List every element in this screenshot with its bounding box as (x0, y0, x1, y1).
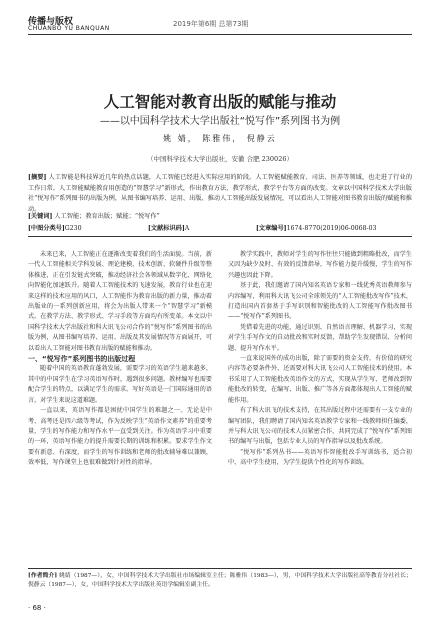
classification-row (28, 223, 412, 233)
footnote-text: 姚婧（1987—），女，中国科学技术大学出版社市场编辑室主任；陈雅伟（1983—），男，中国科学技术大学出版社高等教育分社社长；倪静云（1987—），女，中国科学技术大学出版社英语学编辑室副主任。 (28, 573, 412, 588)
article-title: 人工智能对教育出版的赋能与推动 (103, 93, 337, 111)
clc-label: [中图分类号] (28, 225, 65, 232)
body-paragraph: 一直来说国外的成功出版，除了需要的资金支持，有价值的研究内容等必要条件外，还需要对科大讯飞公司人工智能技术的使用。本书采用了人工智能批改英语作文的方式，实现从学生写、老师改到智能批改的转变，在编写、出版、推广等各方面都体现出人工智能的赋能作用。 (228, 355, 412, 404)
body-paragraph: 有了科大讯飞的技术支持，在其出版过程中还需要有一支专业的编写团队，我们聘请了国内知名英语教学专家和一线教师担任编委，并与科大讯飞公司的技术人员紧密合作，共同完成了“悦写作”系列图书的编写与出版，包括专业人员的写作指导以及批改系统。 (228, 407, 412, 446)
doc-code-value: A (184, 225, 190, 232)
footnote-divider (28, 568, 412, 569)
body-paragraph: 未来已来，人工智能正在逐渐改变着我们的生活面貌。当前，新一代人工智能相关学科发展、理论建模、技术创新、软硬件升级等整体推进，正在引发链式突破，推动经济社会各领域从数字化、网络化向智能化加速跃升。随着人工智能技术的飞速发展，教育行业也在迎来这样的技术应用的风口，人工智能作为教育出版的新力量，推动着出版业的一系列创新应用，将会为出版人带来一个“智慧学习”新模式。在教学方法、教学形式、学习手段等方面均有所变革。本文以中国科学技术大学出版社和科大讯飞公司合作的“悦写作”系列图书的出版为例，从图书编写培养、运用、出版及其发展情况等方面展开，可以看出人工智能对图书教育出版的赋能和推动。 (28, 251, 212, 352)
abstract (28, 173, 412, 215)
body-paragraph: 随着中国的英语教育蓬勃发展，需要学习的英语学生越来越多，其中的中国学生在学习英语写作时，遇到很多问题。教材编写也需要配合学生的特点，以满足学生的需求。写好英语是一门国际通用的语言，对学生来说这道难题。 (28, 365, 212, 404)
author-affiliation: （中国科学技术大学出版社，安徽 合肥 230026） (147, 155, 293, 163)
body-paragraph: “悦写作”系列丛书——英语写作智能批改手写训练书，适合初中、高中学生使用，为学生提供个性化的写作训练。 (228, 448, 412, 467)
author-footnote (28, 572, 412, 590)
clc-value: G230 (64, 225, 82, 232)
journal-name-cn: 传播与版权 (28, 17, 74, 27)
doc-code-label: [文献标识码] (148, 225, 185, 232)
body-paragraph: 教学实践中，教师对学生的写作往往只能做到粗略批改，而学生又因为缺少及时、有效的反馈指导，写作能力提升缓慢，学生的写作兴趣也因此下降。 (228, 251, 412, 279)
article-subtitle: ——以中国科学技术大学出版社“悦写作”系列图书为例 (99, 116, 341, 127)
body-paragraph: 凭借着先进的功能，通过识别、自然语言理解、机器学习，实现对学生手写作文的自动批改和实时反馈，帮助学生发现错误、分析问题、提升写作水平。 (228, 323, 412, 352)
abstract-divider (28, 236, 412, 237)
article-authors: 姚 婧， 陈雅伟， 倪静云 (163, 134, 277, 143)
page-number: · 68 · (28, 604, 46, 612)
body-paragraph: 基于此，我们邀请了国内知名英语专家和一线优秀英语教师参与内容编写，利用科大讯飞公司全球领先的“人工智能批改写作”技术，打造出国内首套基于手写识别和智能批改的人工智能写作批改图书——“悦写作”系列图书。 (228, 282, 412, 321)
keywords-text: 人工智能；教育出版；赋能；“悦写作” (54, 213, 160, 220)
section-heading: 一、“悦写作”系列图书的出版过程 (28, 355, 136, 364)
keywords-label: [关键词] (28, 213, 53, 220)
abstract-text: 人工智能是科技界近几年的热点话题，人工智能已经进入实际应用的阶段。人工智能赋能教育、司法、医养等领域，也走进了行业的工作日常。人工智能赋能教育用创造的“智慧学习”新形式，作出教育方法、教学形式、教学平台等方面的改变。文章以中国科学技术大学出版社“悦写作”系列图书的出版为例，从图书编写培养、运用、出版、推动人工智能出版发展情况，可以看出人工智能对图书教育出版的赋能和推动。 (28, 174, 413, 213)
issue-info: 2019年第6期 总第73期 (173, 20, 249, 28)
abstract-label: [摘要] (28, 174, 47, 181)
journal-name-en: CHUANBO YU BANQUAN (28, 25, 110, 32)
body-column-right (228, 250, 412, 469)
body-paragraph: 一直以来，英语写作都是困扰中国学生的难题之一。无论是中考、高考还是四六级等考试，作为反映学生“英语作文素养”的重要考量，学生的写作能力和写作水平一直受到关注。作为英语学习中重要的一环，英语写作能力的提升需要长期的训练和积累。要求学生作文要有新意、有深度，而学生的写作训练和老师的批改辅导难以兼顾，效率低，写作课堂上也很难做到针对性的指导。 (28, 407, 212, 467)
keywords (28, 211, 412, 220)
body-column-left (28, 250, 212, 469)
article-no-label: [文章编号] (256, 225, 287, 232)
article-no-value: 1674-8770(2019)06-0068-03 (286, 225, 377, 232)
header-divider (28, 34, 412, 35)
running-header (28, 14, 412, 42)
footnote-label: [作者简介] (28, 573, 58, 579)
